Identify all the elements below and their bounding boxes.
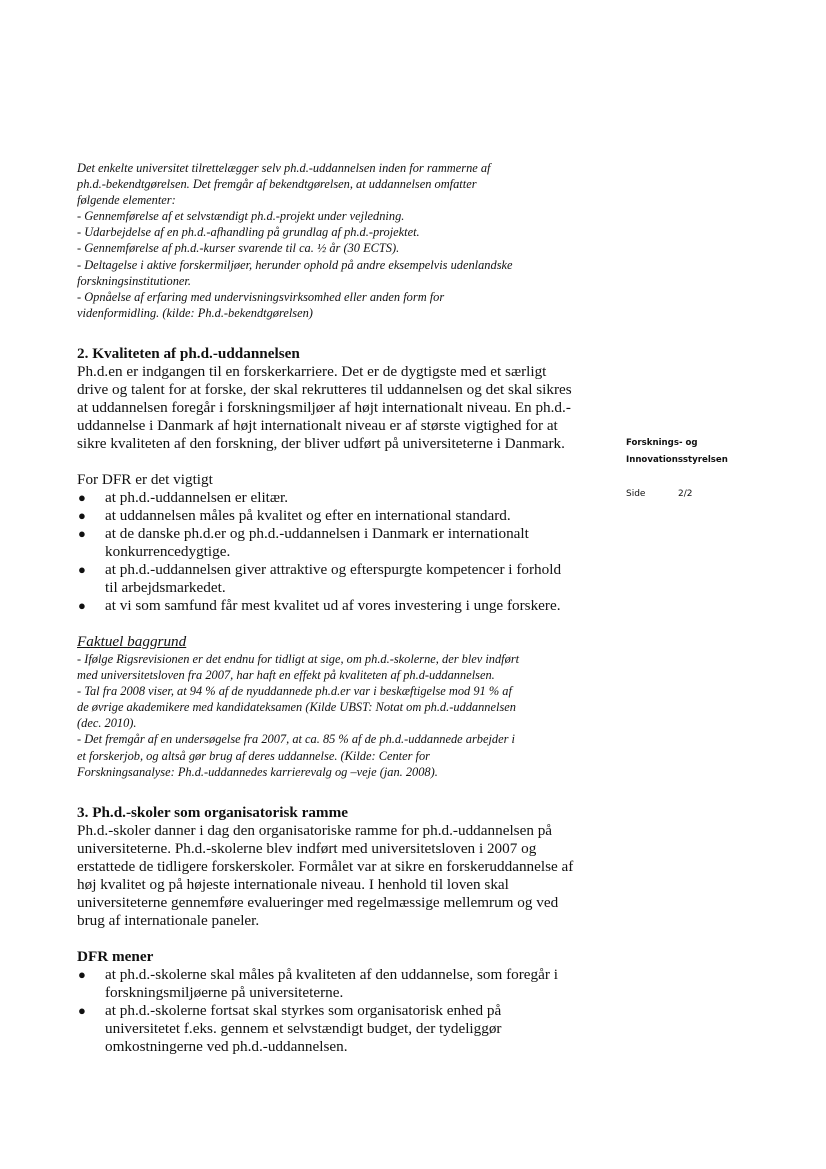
section-2-body-line: at uddannelsen foregår i forskningsmiljøer af højt internationalt niveau. En ph.d.- (77, 398, 571, 416)
bullet-item (77, 561, 609, 597)
intro-line: - Gennemførelse af ph.d.-kurser svarende til ca. ½ år (30 ECTS). (77, 241, 400, 256)
bullet-text: omkostningerne ved ph.d.-uddannelsen. (105, 1037, 348, 1055)
faktuel-line: - Tal fra 2008 viser, at 94 % af de nyuddannede ph.d.er var i beskæftigelse mod 91 % af (77, 684, 512, 699)
faktuel-line: - Ifølge Rigsrevisionen er det endnu for tidligt at sige, om ph.d.-skolerne, der blev indført (77, 651, 520, 666)
bullet-text: konkurrencedygtige. (105, 542, 231, 560)
section-2-body-line: drive og talent for at forske, der skal rekrutteres til uddannelsen og det skal sikres (77, 380, 572, 398)
faktuel-line: de øvrige akademikere med kandidateksamen (Kilde UBST: Notat om ph.d.-uddannelsen (77, 700, 516, 715)
bullet-text: universitetet f.eks. gennem et selvstændigt budget, der tydeliggør (105, 1019, 502, 1037)
faktuel-heading: Faktuel baggrund (77, 632, 187, 650)
page-number (626, 487, 806, 501)
section-3-body-line: universiteterne gennemføre evalueringer med regelmæssige mellemrum og ved (77, 893, 559, 911)
mener-bullet-list (77, 966, 609, 1056)
bullet-item (77, 525, 609, 561)
section-2-body-line: Ph.d.en er indgangen til en forskerkarriere. Det er de dygtigste med et særligt (77, 362, 547, 380)
faktuel-italic-block (77, 651, 609, 780)
bullet-text: at ph.d.-skolerne fortsat skal styrkes som organisatorisk enhed på (105, 1001, 502, 1019)
intro-line: følgende elementer: (77, 193, 176, 208)
section-2-heading: 2. Kvaliteten af ph.d.-uddannelsen (77, 344, 300, 362)
bullet-text: at uddannelsen måles på kvalitet og efter en international standard. (105, 506, 511, 524)
sidebar-meta (626, 435, 806, 499)
intro-line: - Opnåelse af erfaring med undervisningsvirksomhed eller anden form for (77, 289, 445, 304)
section-3-heading: 3. Ph.d.-skoler som organisatorisk ramme (77, 803, 348, 821)
main-column (77, 160, 609, 1056)
bullet-text: at ph.d.-uddannelsen giver attraktive og efterspurgte kompetencer i forhold (105, 560, 562, 578)
intro-line: ph.d.-bekendtgørelsen. Det fremgår af bekendtgørelsen, at uddannelsen omfatter (77, 177, 477, 192)
bullet-icon: ● (78, 1002, 86, 1018)
bullet-text: at de danske ph.d.er og ph.d.-uddannelsen i Danmark er internationalt (105, 524, 529, 542)
organisation-name: Innovationsstyrelsen (626, 455, 728, 465)
bullet-text: at ph.d.-uddannelsen er elitær. (105, 488, 289, 506)
bullet-text: at vi som samfund får mest kvalitet ud af vores investering i unge forskere. (105, 596, 561, 614)
faktuel-line: (dec. 2010). (77, 716, 137, 731)
bullet-icon: ● (78, 966, 86, 982)
bullet-icon: ● (78, 489, 86, 505)
bullet-item (77, 507, 609, 525)
section-3-body-line: universiteterne. Ph.d.-skolerne blev indført med universitetsloven i 2007 og (77, 839, 537, 857)
section-3-body-line: brug af internationale paneler. (77, 911, 260, 929)
section-3-body-line: erstattede de tidligere forskerskoler. Formålet var at sikre en forskeruddannelse af (77, 857, 574, 875)
bullet-item (77, 597, 609, 615)
intro-line: - Deltagelse i aktive forskermiljøer, herunder ophold på andre eksempelvis udenlandske (77, 257, 513, 272)
bullet-icon: ● (78, 597, 86, 613)
dfr-vigtigt-lead: For DFR er det vigtigt (77, 470, 213, 488)
bullet-icon: ● (78, 525, 86, 541)
bullet-icon: ● (78, 507, 86, 523)
faktuel-line: et forskerjob, og altså gør brug af deres uddannelse. (Kilde: Center for (77, 748, 430, 763)
intro-line: - Udarbejdelse af en ph.d.-afhandling på grundlag af ph.d.-projektet. (77, 225, 420, 240)
faktuel-line: med universitetsloven fra 2007, har haft en effekt på kvaliteten af ph.d-uddannelsen. (77, 668, 495, 683)
bullet-item (77, 1002, 609, 1056)
dfr-mener-heading: DFR mener (77, 947, 154, 965)
organisation-name: Forsknings- og (626, 438, 698, 448)
section-3-body-line: Ph.d.-skoler danner i dag den organisatoriske ramme for ph.d.-uddannelsen på (77, 821, 553, 839)
bullet-item (77, 966, 609, 1002)
section-2-body-line: sikre kvaliteten af den forskning, der bliver udført på universiteterne i Danmark. (77, 434, 565, 452)
faktuel-line: - Det fremgår af en undersøgelse fra 2007, at ca. 85 % af de ph.d.-uddannede arbejder i (77, 732, 515, 747)
intro-line: - Gennemførelse af et selvstændigt ph.d.-projekt under vejledning. (77, 209, 405, 224)
faktuel-line: Forskningsanalyse: Ph.d.-uddannedes karrierevalg og –veje (jan. 2008). (77, 764, 438, 779)
bullet-text: forskningsmiljøerne på universiteterne. (105, 983, 344, 1001)
bullet-icon: ● (78, 561, 86, 577)
intro-line: forskningsinstitutioner. (77, 273, 191, 288)
section-3-body-line: høj kvalitet og på højeste internationale niveau. I henhold til loven skal (77, 875, 509, 893)
intro-italic-block (77, 160, 609, 321)
bullet-text: til arbejdsmarkedet. (105, 578, 226, 596)
bullet-text: at ph.d.-skolerne skal måles på kvaliteten af den uddannelse, som foregår i (105, 965, 558, 983)
intro-line: videnformidling. (kilde: Ph.d.-bekendtgørelsen) (77, 305, 313, 320)
intro-line: Det enkelte universitet tilrettelægger selv ph.d.-uddannelsen inden for rammerne af (77, 161, 491, 175)
page-label: Side (626, 489, 646, 499)
section-2-body-line: uddannelse i Danmark af højt internationalt niveau er af største vigtighed for at (77, 416, 558, 434)
bullet-item (77, 489, 609, 507)
vigtigt-bullet-list (77, 489, 609, 615)
page-value: 2/2 (678, 489, 693, 499)
